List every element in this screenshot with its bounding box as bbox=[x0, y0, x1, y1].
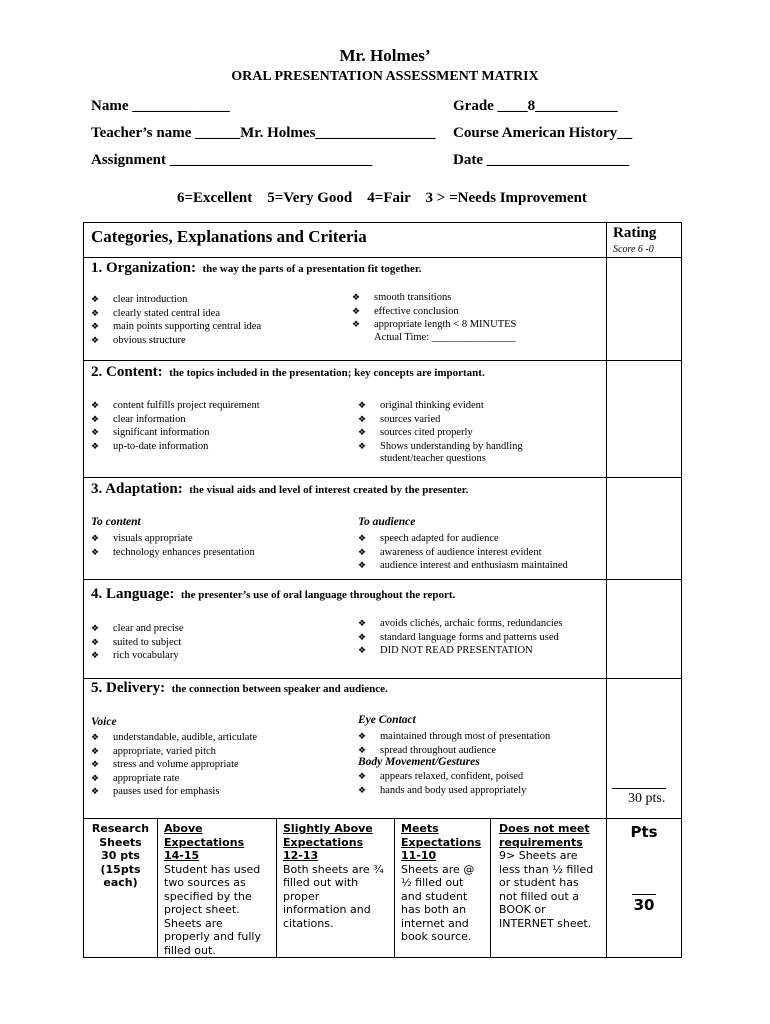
list-item: ❖ main points supporting central idea bbox=[91, 320, 261, 334]
list-item: ❖ speech adapted for audience bbox=[358, 532, 568, 546]
pts-line bbox=[632, 894, 656, 895]
list-item: ❖ visuals appropriate bbox=[91, 532, 255, 546]
name-field: Name _____________ bbox=[91, 98, 230, 114]
teacher-title: Mr. Holmes’ bbox=[339, 46, 431, 65]
body-movement-heading: Body Movement/Gestures bbox=[358, 756, 480, 768]
research-label-cell bbox=[83, 818, 158, 958]
list-item: ❖ appears relaxed, confident, poised bbox=[358, 770, 526, 784]
list-item: ❖ awareness of audience interest evident bbox=[358, 546, 568, 560]
matrix-heading: Categories, Explanations and Criteria bbox=[91, 227, 367, 246]
content-extra: student/teacher questions bbox=[380, 453, 486, 464]
list-item: ❖ significant information bbox=[91, 426, 260, 440]
list-item: ❖ smooth transitions bbox=[352, 291, 516, 305]
research-label: Research Sheets 30 pts (15pts each) bbox=[91, 822, 150, 889]
list-item: ❖ appropriate length < 8 MINUTES bbox=[352, 318, 516, 332]
meets-expectations-cell bbox=[394, 818, 491, 958]
score-range: Score 6 -0 bbox=[613, 244, 654, 255]
does-not-meet-text: Does not meet requirements 9> Sheets are less than ½ filled or student has not filled out a BOOK or INTERNET sheet. bbox=[499, 822, 594, 930]
date-field: Date ___________________ bbox=[453, 152, 630, 168]
eye-contact-list bbox=[358, 730, 550, 757]
list-item: ❖ understandable, audible, articulate bbox=[91, 731, 257, 745]
adaptation-title: 3. Adaptation: the visual aids and level of interest created by the presenter. bbox=[91, 481, 469, 497]
research-points-cell bbox=[606, 818, 682, 958]
slightly-above-text: Slightly Above Expectations 12-13 Both sheets are ¾ filled out with proper information and citations. bbox=[283, 822, 384, 930]
rating-heading-cell bbox=[606, 222, 682, 258]
list-item: ❖ avoids clichés, archaic forms, redundancies bbox=[358, 617, 563, 631]
list-item: ❖ sources varied bbox=[358, 413, 523, 427]
list-item: ❖ clear information bbox=[91, 413, 260, 427]
matrix-heading-cell bbox=[83, 222, 607, 258]
rating-cell-language bbox=[606, 579, 682, 679]
does-not-meet-cell bbox=[490, 818, 607, 958]
grade-field: Grade ____8___________ bbox=[453, 98, 618, 114]
list-item: ❖ suited to subject bbox=[91, 636, 184, 650]
slightly-above-cell bbox=[276, 818, 395, 958]
list-item: ❖ rich vocabulary bbox=[91, 649, 184, 663]
meets-expectations-text: Meets Expectations 11-10 Sheets are @ ½ filled out and student has both an internet and book source. bbox=[401, 822, 482, 943]
list-item: ❖ hands and body used appropriately bbox=[358, 784, 526, 798]
list-item: ❖ appropriate, varied pitch bbox=[91, 745, 257, 759]
list-item: ❖ original thinking evident bbox=[358, 399, 523, 413]
adaptation-right-list bbox=[358, 532, 568, 573]
list-item: ❖ obvious structure bbox=[91, 334, 261, 348]
pts-value: 30 bbox=[633, 896, 655, 914]
page-subtitle: ORAL PRESENTATION ASSESSMENT MATRIX bbox=[231, 69, 539, 84]
course-field: Course American History__ bbox=[453, 125, 633, 141]
language-left-list bbox=[91, 622, 184, 663]
list-item: ❖ technology enhances presentation bbox=[91, 546, 255, 560]
list-item: ❖ DID NOT READ PRESENTATION bbox=[358, 644, 563, 658]
list-item: ❖ pauses used for emphasis bbox=[91, 785, 257, 799]
organization-title: 1. Organization: the way the parts of a presentation fit together. bbox=[91, 260, 422, 276]
adaptation-left-list bbox=[91, 532, 255, 559]
content-right-list bbox=[358, 399, 523, 453]
eye-contact-heading: Eye Contact bbox=[358, 714, 416, 726]
to-audience-heading: To audience bbox=[358, 516, 416, 528]
language-right-list bbox=[358, 617, 563, 658]
rating-cell-organization bbox=[606, 257, 682, 361]
list-item: ❖ effective conclusion bbox=[352, 305, 516, 319]
list-item: ❖ spread throughout audience bbox=[358, 744, 550, 758]
voice-heading: Voice bbox=[91, 716, 117, 728]
delivery-title: 5. Delivery: the connection between speaker and audience. bbox=[91, 680, 388, 696]
list-item: ❖ stress and volume appropriate bbox=[91, 758, 257, 772]
list-item: ❖ clear and precise bbox=[91, 622, 184, 636]
rating-cell-adaptation bbox=[606, 477, 682, 580]
above-expectations-cell bbox=[157, 818, 277, 958]
assignment-field: Assignment ___________________________ bbox=[91, 152, 373, 168]
teacher-name-field: Teacher’s name ______Mr. Holmes________________ bbox=[91, 125, 436, 141]
list-item: ❖ up-to-date information bbox=[91, 440, 260, 454]
list-item: ❖ maintained through most of presentation bbox=[358, 730, 550, 744]
list-item: ❖ appropriate rate bbox=[91, 772, 257, 786]
to-content-heading: To content bbox=[91, 516, 141, 528]
rating-cell-content bbox=[606, 360, 682, 478]
organization-left-list bbox=[91, 293, 261, 347]
rating-scale: 6=Excellent 5=Very Good 4=Fair 3 > =Needs Improvement bbox=[177, 190, 587, 206]
content-left-list bbox=[91, 399, 260, 453]
delivery-points: 30 pts. bbox=[628, 791, 666, 806]
body-movement-list bbox=[358, 770, 526, 797]
list-item: ❖ audience interest and enthusiasm maintained bbox=[358, 559, 568, 573]
above-expectations-text: Above Expectations 14-15 Student has used two sources as specified by the project sheet. Sheets are properly and fully filled out. bbox=[164, 822, 261, 957]
points-line bbox=[612, 788, 666, 789]
organization-right-list bbox=[352, 291, 516, 332]
list-item: ❖ content fulfills project requirement bbox=[91, 399, 260, 413]
list-item: ❖ standard language forms and patterns used bbox=[358, 631, 563, 645]
actual-time-field: Actual Time: ________________ bbox=[374, 332, 516, 343]
pts-label: Pts bbox=[630, 823, 658, 841]
delivery-left-list bbox=[91, 731, 257, 799]
list-item: ❖ clear introduction bbox=[91, 293, 261, 307]
list-item: ❖ sources cited properly bbox=[358, 426, 523, 440]
list-item: ❖ Shows understanding by handling bbox=[358, 440, 523, 454]
language-title: 4. Language: the presenter’s use of oral language throughout the report. bbox=[91, 586, 456, 602]
rating-heading: Rating bbox=[613, 225, 657, 241]
content-title: 2. Content: the topics included in the presentation; key concepts are important. bbox=[91, 364, 485, 380]
list-item: ❖ clearly stated central idea bbox=[91, 307, 261, 321]
